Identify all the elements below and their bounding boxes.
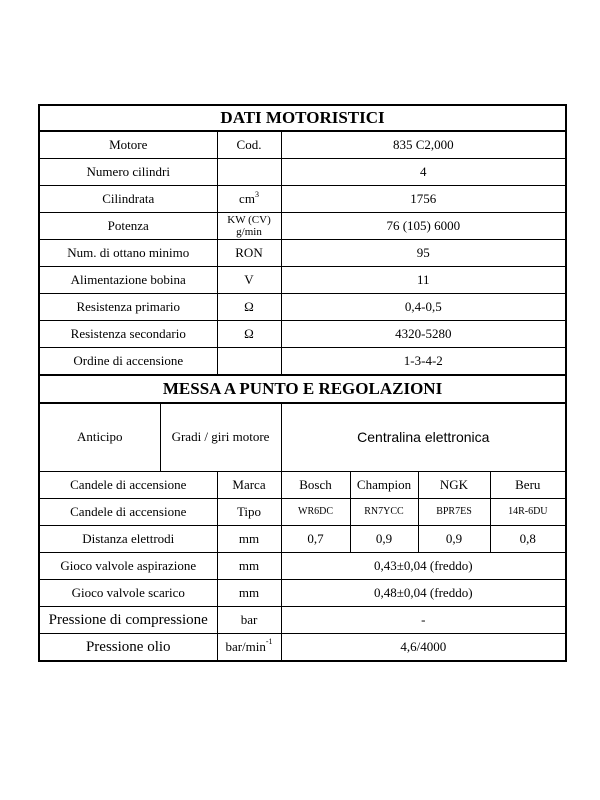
row-label: Pressione olio (39, 633, 217, 661)
row-unit: mm (217, 525, 281, 552)
table-row (39, 348, 566, 376)
table-row (39, 498, 566, 525)
row-label: Gioco valvole scarico (39, 579, 217, 606)
row-value: Centralina elettronica (281, 403, 566, 471)
row-label: Potenza (39, 213, 217, 240)
table-row (39, 267, 566, 294)
table-row (39, 159, 566, 186)
brand-cell: Champion (350, 471, 418, 498)
row-unit: bar (217, 606, 281, 633)
row-label: Num. di ottano minimo (39, 240, 217, 267)
row-unit: Ω (217, 294, 281, 321)
row-unit (217, 213, 281, 240)
row-value: 4 (281, 159, 566, 186)
row-unit: mm (217, 552, 281, 579)
gap-cell: 0,8 (490, 525, 566, 552)
unit-superscript: -1 (265, 637, 273, 647)
gap-cell: 0,9 (418, 525, 490, 552)
section-title-dati-motoristici: DATI MOTORISTICI (39, 105, 566, 131)
section-title-messa-a-punto: MESSA A PUNTO E REGOLAZIONI (39, 375, 566, 403)
table-row (39, 240, 566, 267)
brand-cell: Bosch (281, 471, 350, 498)
gap-cell: 0,9 (350, 525, 418, 552)
row-unit: Ω (217, 321, 281, 348)
row-label: Candele di accensione (39, 498, 217, 525)
unit-line-2: g/min (236, 226, 262, 238)
row-label: Numero cilindri (39, 159, 217, 186)
table-row (39, 471, 566, 498)
row-value: 0,48±0,04 (freddo) (281, 579, 566, 606)
row-value: 76 (105) 6000 (281, 213, 566, 240)
row-label: Distanza elettrodi (39, 525, 217, 552)
table-row (39, 579, 566, 606)
type-cell: WR6DC (281, 498, 350, 525)
brand-cell: NGK (418, 471, 490, 498)
unit-base: cm (239, 191, 255, 206)
row-value: 1756 (281, 186, 566, 213)
row-label: Resistenza secondario (39, 321, 217, 348)
row-unit: Marca (217, 471, 281, 498)
table-row (39, 403, 566, 471)
table-row (39, 186, 566, 213)
row-label: Alimentazione bobina (39, 267, 217, 294)
row-value: 4,6/4000 (281, 633, 566, 661)
table-row (39, 321, 566, 348)
table-row (39, 131, 566, 159)
row-value: 835 C2,000 (281, 131, 566, 159)
row-value: 95 (281, 240, 566, 267)
type-cell: RN7YCC (350, 498, 418, 525)
row-unit: Tipo (217, 498, 281, 525)
row-value: 1-3-4-2 (281, 348, 566, 376)
row-unit: mm (217, 579, 281, 606)
type-cell: BPR7ES (418, 498, 490, 525)
table-row (39, 606, 566, 633)
row-value: - (281, 606, 566, 633)
table-row (39, 525, 566, 552)
row-unit: RON (217, 240, 281, 267)
engine-data-table (38, 104, 567, 662)
row-value: 4320-5280 (281, 321, 566, 348)
row-label: Candele di accensione (39, 471, 217, 498)
row-label: Cilindrata (39, 186, 217, 213)
row-label: Motore (39, 131, 217, 159)
row-label: Resistenza primario (39, 294, 217, 321)
table-row (39, 213, 566, 240)
row-label: Gioco valvole aspirazione (39, 552, 217, 579)
row-unit (217, 159, 281, 186)
row-label: Anticipo (39, 403, 160, 471)
unit-base: bar/min (225, 638, 266, 654)
row-value: 0,4-0,5 (281, 294, 566, 321)
table-row (39, 633, 566, 661)
row-unit (217, 348, 281, 376)
row-label: Ordine di accensione (39, 348, 217, 376)
row-unit (217, 186, 281, 213)
row-unit: V (217, 267, 281, 294)
row-unit: Gradi / giri motore (160, 403, 281, 471)
unit-line-1: KW (CV) (227, 214, 271, 226)
table-row (39, 552, 566, 579)
unit-superscript: 3 (254, 189, 259, 199)
gap-cell: 0,7 (281, 525, 350, 552)
row-value: 0,43±0,04 (freddo) (281, 552, 566, 579)
table-row (39, 294, 566, 321)
row-unit: Cod. (217, 131, 281, 159)
row-unit (217, 633, 281, 661)
row-label: Pressione di compressione (39, 606, 217, 633)
brand-cell: Beru (490, 471, 566, 498)
type-cell: 14R-6DU (490, 498, 566, 525)
row-value: 11 (281, 267, 566, 294)
